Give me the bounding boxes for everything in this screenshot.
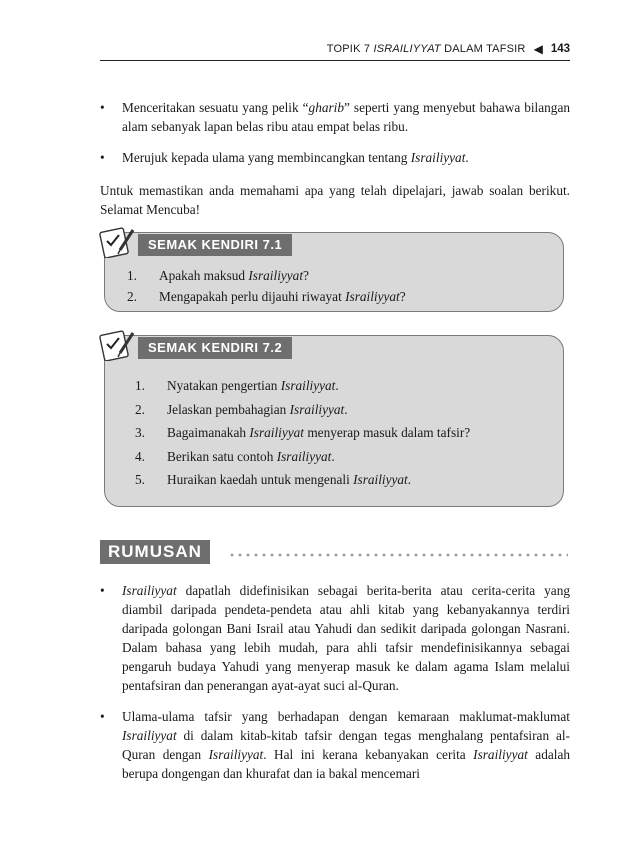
- list-item: • Merujuk kepada ulama yang membincangkan tentang Israiliyyat.: [100, 150, 469, 165]
- list-item: 3. Bagaimanakah Israiliyyat menyerap masuk dalam tafsir?: [135, 425, 471, 440]
- running-title: TOPIK 7 ISRAILIYYAT DALAM TAFSIR: [326, 43, 526, 55]
- checklist-pencil-icon: [98, 327, 136, 361]
- self-check-box-7-2: [104, 335, 564, 507]
- intro-paragraph: Untuk memastikan anda memahami apa yang telah dipelajari, jawab soalan berikut. Selamat Mencuba!: [100, 183, 570, 217]
- self-check-list: [135, 374, 470, 492]
- list-item: 2. Jelaskan pembahagian Israiliyyat.: [135, 401, 348, 417]
- self-check-list: [127, 265, 406, 307]
- self-check-title: SEMAK KENDIRI 7.1: [138, 234, 292, 256]
- list-item: 1. Nyatakan pengertian Israiliyyat.: [135, 378, 339, 393]
- page-header: [100, 40, 570, 61]
- page-number: 143: [550, 43, 570, 55]
- bullet-icon: •: [100, 583, 105, 598]
- list-item: • Ulama-ulama tafsir yang berhadapan dengan kemaraan maklumat-maklumat Israiliyyat di dalam kitab-kitab tafsir dengan tegas menghalang pentafsiran al-Quran dengan Israiliyyat. Hal ini kerana kebanyakan cerita Israiliyyat adalah berupa dongengan dan khurafat dan ia bakal mencemari: [100, 709, 570, 781]
- bullet-icon: •: [100, 150, 105, 165]
- bullet-icon: •: [100, 100, 105, 115]
- summary-heading: RUMUSAN: [100, 540, 210, 564]
- self-check-title: SEMAK KENDIRI 7.2: [138, 337, 292, 359]
- list-item: • Israiliyyat dapatlah didefinisikan sebagai berita-berita atau cerita-cerita yang diambil daripada pendeta-pendeta atau ahli kitab yang kebanyakannya terdiri daripada golongan Bani Israil atau Yahudi dan sedikit daripada golongan Nasrani. Dalam bahasa yang lebih mudah, para ahli tafsir mendefinisikannya sebagai pengaruh budaya Yahudi yang menyerap masuk ke dalam agama Islam melalui pentafsiran dan penerangan ayat-ayat suci al-Quran.: [100, 583, 570, 693]
- list-item: 2. Mengapakah perlu dijauhi riwayat Israiliyyat?: [127, 289, 406, 304]
- dotted-divider: [228, 553, 568, 557]
- list-item: • Menceritakan sesuatu yang pelik “gharib” seperti yang menyebut bahawa bilangan alam sebanyak lapan belas ribu atau empat belas ribu.: [100, 100, 570, 134]
- list-item: 5. Huraikan kaedah untuk mengenali Israiliyyat.: [135, 472, 412, 487]
- summary-bullet-list: [100, 581, 570, 783]
- list-item: 1. Apakah maksud Israiliyyat?: [127, 268, 309, 283]
- top-bullet-list: [100, 98, 570, 167]
- list-item: 4. Berikan satu contoh Israiliyyat.: [135, 448, 335, 464]
- checklist-pencil-icon: [98, 224, 136, 258]
- left-triangle-icon: ◀: [533, 42, 543, 56]
- bullet-icon: •: [100, 709, 105, 724]
